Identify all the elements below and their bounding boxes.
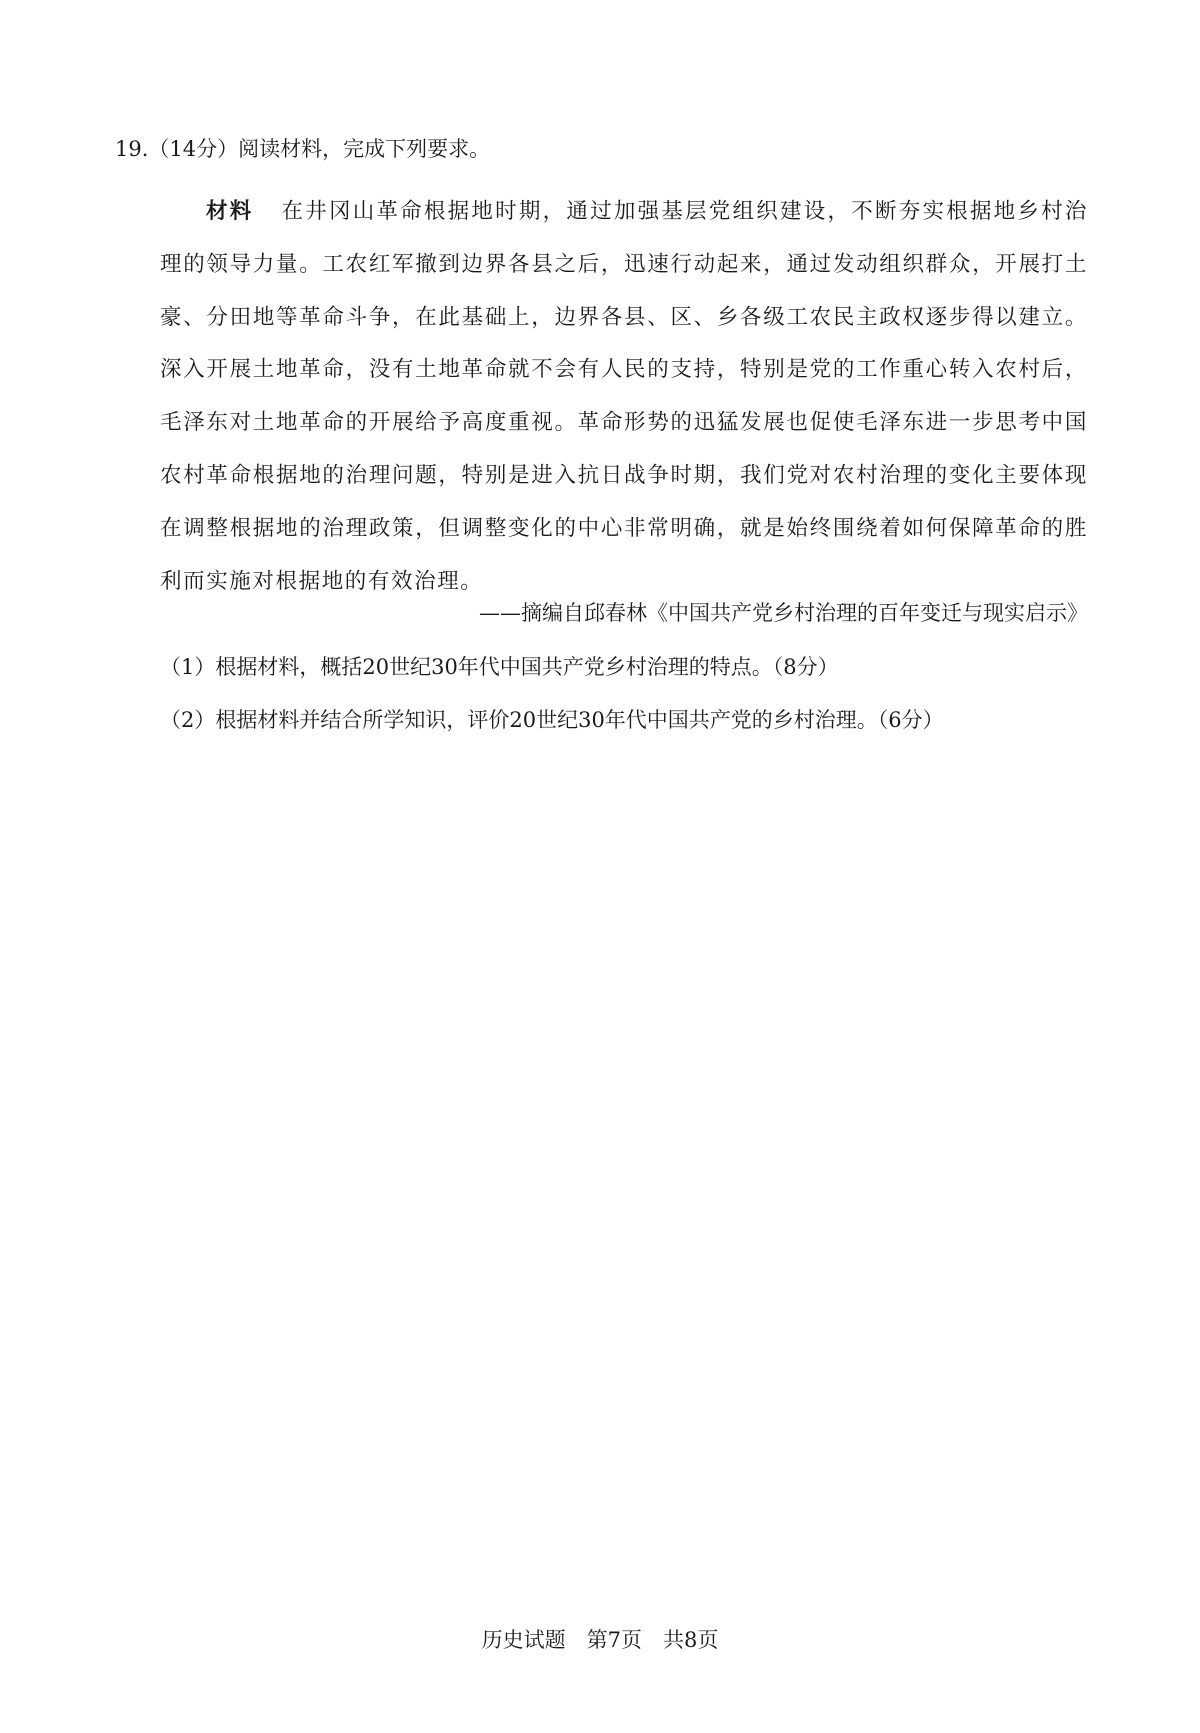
material-label: 材料 [206,199,254,224]
material-text: 在井冈山革命根据地时期，通过加强基层党组织建设，不断夯实根据地乡村治理的领导力量。工农红军撤到边界各县之后，迅速行动起来，通过发动组织群众，开展打土豪、分田地等革命斗争，在此基础上，边界各县、区、乡各级工农民主政权逐步得以建立。深入开展土地革命，没有土地革命就不会有人民的支持，特别是党的工作重心转入农村后，毛泽东对土地革命的开展给予高度重视。革命形势的迅猛发展也促使毛泽东进一步思考中国农村革命根据地的治理问题，特别是进入抗日战争时期，我们党对农村治理的变化主要体现在调整根据地的治理政策，但调整变化的中心非常明确，就是始终围绕着如何保障革命的胜利而实施对根据地的有效治理。 [160,199,1088,594]
sub-question-1: （1）根据材料，概括20世纪30年代中国共产党乡村治理的特点。（8分） [160,655,839,679]
sub-question-2: （2）根据材料并结合所学知识，评价20世纪30年代中国共产党的乡村治理。（6分） [160,708,944,732]
page-footer: 历史试题 第7页 共8页 [481,1628,719,1652]
question-header: 19.（14分）阅读材料，完成下列要求。 [115,137,491,161]
material-passage [160,186,1088,608]
material-source: ——摘编自邱春林《中国共产党乡村治理的百年变迁与现实启示》 [479,601,1088,625]
